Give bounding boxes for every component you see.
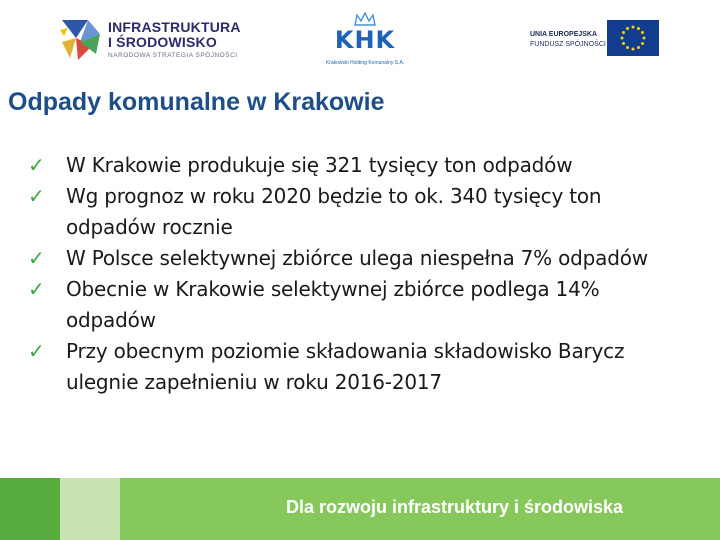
checkmark-icon: ✓ [28,153,45,177]
khk-name: KHK [334,26,396,54]
footer-stripe [60,478,120,540]
checkmark-icon: ✓ [28,246,45,270]
list-item-text: W Polsce selektywnej zbiórce ulega niespełna 7% odpadów [66,246,648,270]
footer-banner [0,478,720,540]
list-item-text: Wg prognoz w roku 2020 będzie to ok. 340 tysięcy ton [66,184,602,208]
list-item [28,243,708,274]
checkmark-icon: ✓ [28,184,45,208]
page-title: Odpady komunalne w Krakowie [8,88,385,116]
crown-icon [354,12,376,26]
infrastruktura-title: INFRASTRUKTURA I ŚRODOWISKO [108,19,241,50]
eu-flag-icon [607,20,659,56]
khk-logo [320,12,410,68]
footer-slogan: Dla rozwoju infrastruktury i środowiska [286,497,624,517]
list-item-text: Przy obecnym poziomie składowania składowisko Barycz [66,339,625,363]
list-item-text-continued: ulegnie zapełnieniu w roku 2016-2017 [66,370,442,394]
list-item [28,181,708,243]
checkmark-icon: ✓ [28,277,45,301]
list-item [28,150,708,181]
list-item-text-continued: odpadów [66,308,156,332]
eu-text: UNIA EUROPEJSKA FUNDUSZ SPÓJNOŚCI [530,31,606,48]
list-item-text-continued: odpadów rocznie [66,215,233,239]
eu-logo [528,20,668,64]
list-item-text: W Krakowie produkuje się 321 tysięcy ton odpadów [66,153,573,177]
list-item [28,336,708,398]
infrastruktura-emblem-icon [58,16,104,62]
checkmark-icon: ✓ [28,339,45,363]
list-item-text: Obecnie w Krakowie selektywnej zbiórce podlega 14% [66,277,600,301]
list-item [28,274,708,336]
khk-subtitle: Krakowski Holding Komunalny S.A. [325,60,405,66]
infrastruktura-logo [58,14,248,66]
bullet-list [28,150,708,398]
footer-stripe [0,478,60,540]
infrastruktura-subtitle: NARODOWA STRATEGIA SPÓJNOŚCI [108,52,238,59]
